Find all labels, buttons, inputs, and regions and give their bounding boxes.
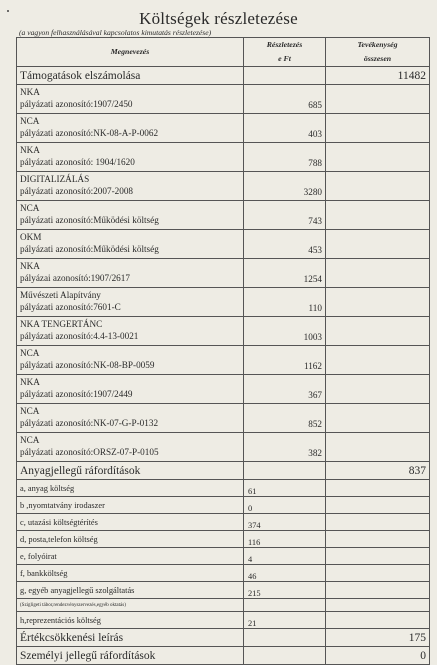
grant-amount: 403 — [244, 114, 326, 143]
grant-row — [17, 172, 430, 201]
grant-row — [17, 433, 430, 462]
material-label: (Szigligeti tábor,rendezvényszervezés,egyéb oktatás) — [17, 599, 244, 612]
grant-id: pályázati azonosító:ORSZ-07-P-0105 — [20, 447, 159, 457]
header-total-line1: Tevékenység — [357, 40, 398, 49]
grant-amount: 788 — [244, 143, 326, 172]
table-body — [17, 67, 430, 665]
header-name: Megnevezés — [17, 38, 244, 67]
grant-row — [17, 288, 430, 317]
page-subtitle: (a vagyon felhasználásával kapcsolatos kimutatás részletezése) — [19, 28, 212, 37]
grant-id: pályázati azonosító:NK-08-A-P-0062 — [20, 128, 159, 138]
depreciation-section-detail — [244, 629, 326, 647]
material-section-total: 837 — [326, 462, 430, 480]
grant-amount: 367 — [244, 375, 326, 404]
grant-id: pályázati azonosító:1907/2449 — [20, 389, 133, 399]
grant-total-cell — [326, 375, 430, 404]
grant-org: NKA — [20, 87, 40, 97]
material-row — [17, 565, 430, 582]
material-label: f, bankköltség — [17, 565, 244, 582]
material-total-cell — [326, 497, 430, 514]
grant-amount: 852 — [244, 404, 326, 433]
grant-amount: 110 — [244, 288, 326, 317]
grant-row — [17, 346, 430, 375]
material-row — [17, 514, 430, 531]
material-label: h,reprezentációs költség — [17, 612, 244, 629]
header-total — [326, 38, 430, 67]
material-section-detail — [244, 462, 326, 480]
grant-total-cell — [326, 114, 430, 143]
grant-amount: 1254 — [244, 259, 326, 288]
header-detail — [244, 38, 326, 67]
grants-section-total: 11482 — [326, 67, 430, 85]
material-amount: 374 — [244, 514, 326, 531]
material-row — [17, 531, 430, 548]
grant-total-cell — [326, 317, 430, 346]
material-row — [17, 497, 430, 514]
grant-total-cell — [326, 172, 430, 201]
grants-section-label: Támogatások elszámolása — [17, 67, 244, 85]
grant-row — [17, 259, 430, 288]
material-row — [17, 599, 430, 612]
grants-section-detail — [244, 67, 326, 85]
personnel-section-row — [17, 647, 430, 665]
grant-row — [17, 143, 430, 172]
material-amount: 0 — [244, 497, 326, 514]
material-amount: 46 — [244, 565, 326, 582]
grant-amount: 685 — [244, 85, 326, 114]
material-total-cell — [326, 565, 430, 582]
material-amount: 215 — [244, 582, 326, 599]
grant-org: DIGITALIZÁLÁS — [20, 174, 90, 184]
grant-org: NKA — [20, 261, 40, 271]
grant-amount: 382 — [244, 433, 326, 462]
cost-table — [16, 37, 430, 665]
depreciation-section-label: Értékcsökkenési leírás — [17, 629, 244, 647]
grant-name-cell — [17, 346, 244, 375]
grant-id: pályázati azonosító:7601-C — [20, 302, 121, 312]
material-amount — [244, 599, 326, 612]
material-label: g, egyéb anyagjellegű szolgáltatás — [17, 582, 244, 599]
grant-id: pályázati azonosító:1907/2450 — [20, 99, 133, 109]
header-detail-line2: e Ft — [278, 54, 291, 63]
material-total-cell — [326, 612, 430, 629]
material-label: a, anyag költség — [17, 480, 244, 497]
grant-row — [17, 85, 430, 114]
header-row — [17, 38, 430, 67]
grant-row — [17, 114, 430, 143]
depreciation-section-row — [17, 629, 430, 647]
grant-id: pályázati azonosító:NK-07-G-P-0132 — [20, 418, 159, 428]
grant-row — [17, 404, 430, 433]
grant-name-cell — [17, 404, 244, 433]
personnel-section-detail — [244, 647, 326, 665]
grant-org: OKM — [20, 232, 42, 242]
grant-name-cell — [17, 288, 244, 317]
grant-name-cell — [17, 172, 244, 201]
grant-amount: 3280 — [244, 172, 326, 201]
grant-name-cell — [17, 317, 244, 346]
grant-amount: 1003 — [244, 317, 326, 346]
grant-row — [17, 201, 430, 230]
grant-amount: 743 — [244, 201, 326, 230]
grant-name-cell — [17, 143, 244, 172]
material-label: d, posta,telefon költség — [17, 531, 244, 548]
grant-row — [17, 230, 430, 259]
depreciation-section-total: 175 — [326, 629, 430, 647]
grant-org: NKA TENGERTÁNC — [20, 319, 103, 329]
material-total-cell — [326, 599, 430, 612]
material-total-cell — [326, 480, 430, 497]
material-total-cell — [326, 582, 430, 599]
material-label: b ,nyomtatvány irodaszer — [17, 497, 244, 514]
material-row — [17, 612, 430, 629]
grant-total-cell — [326, 259, 430, 288]
material-total-cell — [326, 548, 430, 565]
material-row — [17, 582, 430, 599]
grant-total-cell — [326, 85, 430, 114]
grant-total-cell — [326, 288, 430, 317]
header-detail-line1: Részletezés — [266, 40, 303, 49]
material-row — [17, 480, 430, 497]
material-section-label: Anyagjellegű ráfordítások — [17, 462, 244, 480]
grant-id: pályázati azonosító:4.4-13-0021 — [20, 331, 139, 341]
material-total-cell — [326, 514, 430, 531]
grant-id: pályázai azonosító:1907/2617 — [20, 273, 130, 283]
grant-total-cell — [326, 230, 430, 259]
material-amount: 61 — [244, 480, 326, 497]
material-amount: 21 — [244, 612, 326, 629]
material-total-cell — [326, 531, 430, 548]
grant-name-cell — [17, 85, 244, 114]
grant-total-cell — [326, 433, 430, 462]
grant-name-cell — [17, 433, 244, 462]
grant-org: NCA — [20, 348, 40, 358]
grant-name-cell — [17, 375, 244, 404]
header-total-line2: összesen — [363, 54, 392, 63]
grant-id: pályázati azonosító:2007-2008 — [20, 186, 134, 196]
grant-total-cell — [326, 201, 430, 230]
grant-id: pályázati azonosító:Működési költség — [20, 215, 159, 225]
page-title: Költségek részletezése — [139, 9, 298, 28]
grants-section-row — [17, 67, 430, 85]
grant-name-cell — [17, 259, 244, 288]
personnel-section-label: Személyi jellegű ráfordítások — [17, 647, 244, 665]
grant-id: pályázati azonosító:Működési költség — [20, 244, 159, 254]
grant-total-cell — [326, 346, 430, 375]
grant-org: NCA — [20, 116, 40, 126]
grant-total-cell — [326, 404, 430, 433]
grant-name-cell — [17, 230, 244, 259]
grant-name-cell — [17, 114, 244, 143]
material-label: c, utazási költségtérítés — [17, 514, 244, 531]
material-amount: 4 — [244, 548, 326, 565]
grant-amount: 453 — [244, 230, 326, 259]
grant-row — [17, 317, 430, 346]
personnel-section-total: 0 — [326, 647, 430, 665]
grant-total-cell — [326, 143, 430, 172]
material-row — [17, 548, 430, 565]
grant-name-cell — [17, 201, 244, 230]
material-label: e, folyóirat — [17, 548, 244, 565]
material-section-row — [17, 462, 430, 480]
grant-id: pályázati azonosító: 1904/1620 — [20, 157, 135, 167]
grant-org: NKA — [20, 377, 40, 387]
grant-org: NCA — [20, 406, 40, 416]
grant-row — [17, 375, 430, 404]
grant-org: NCA — [20, 203, 40, 213]
grant-org: Művészeti Alapítvány — [20, 290, 101, 300]
grant-amount: 1162 — [244, 346, 326, 375]
material-amount: 116 — [244, 531, 326, 548]
grant-org: NCA — [20, 435, 40, 445]
grant-org: NKA — [20, 145, 40, 155]
grant-id: pályázati azonosító:NK-08-BP-0059 — [20, 360, 155, 370]
